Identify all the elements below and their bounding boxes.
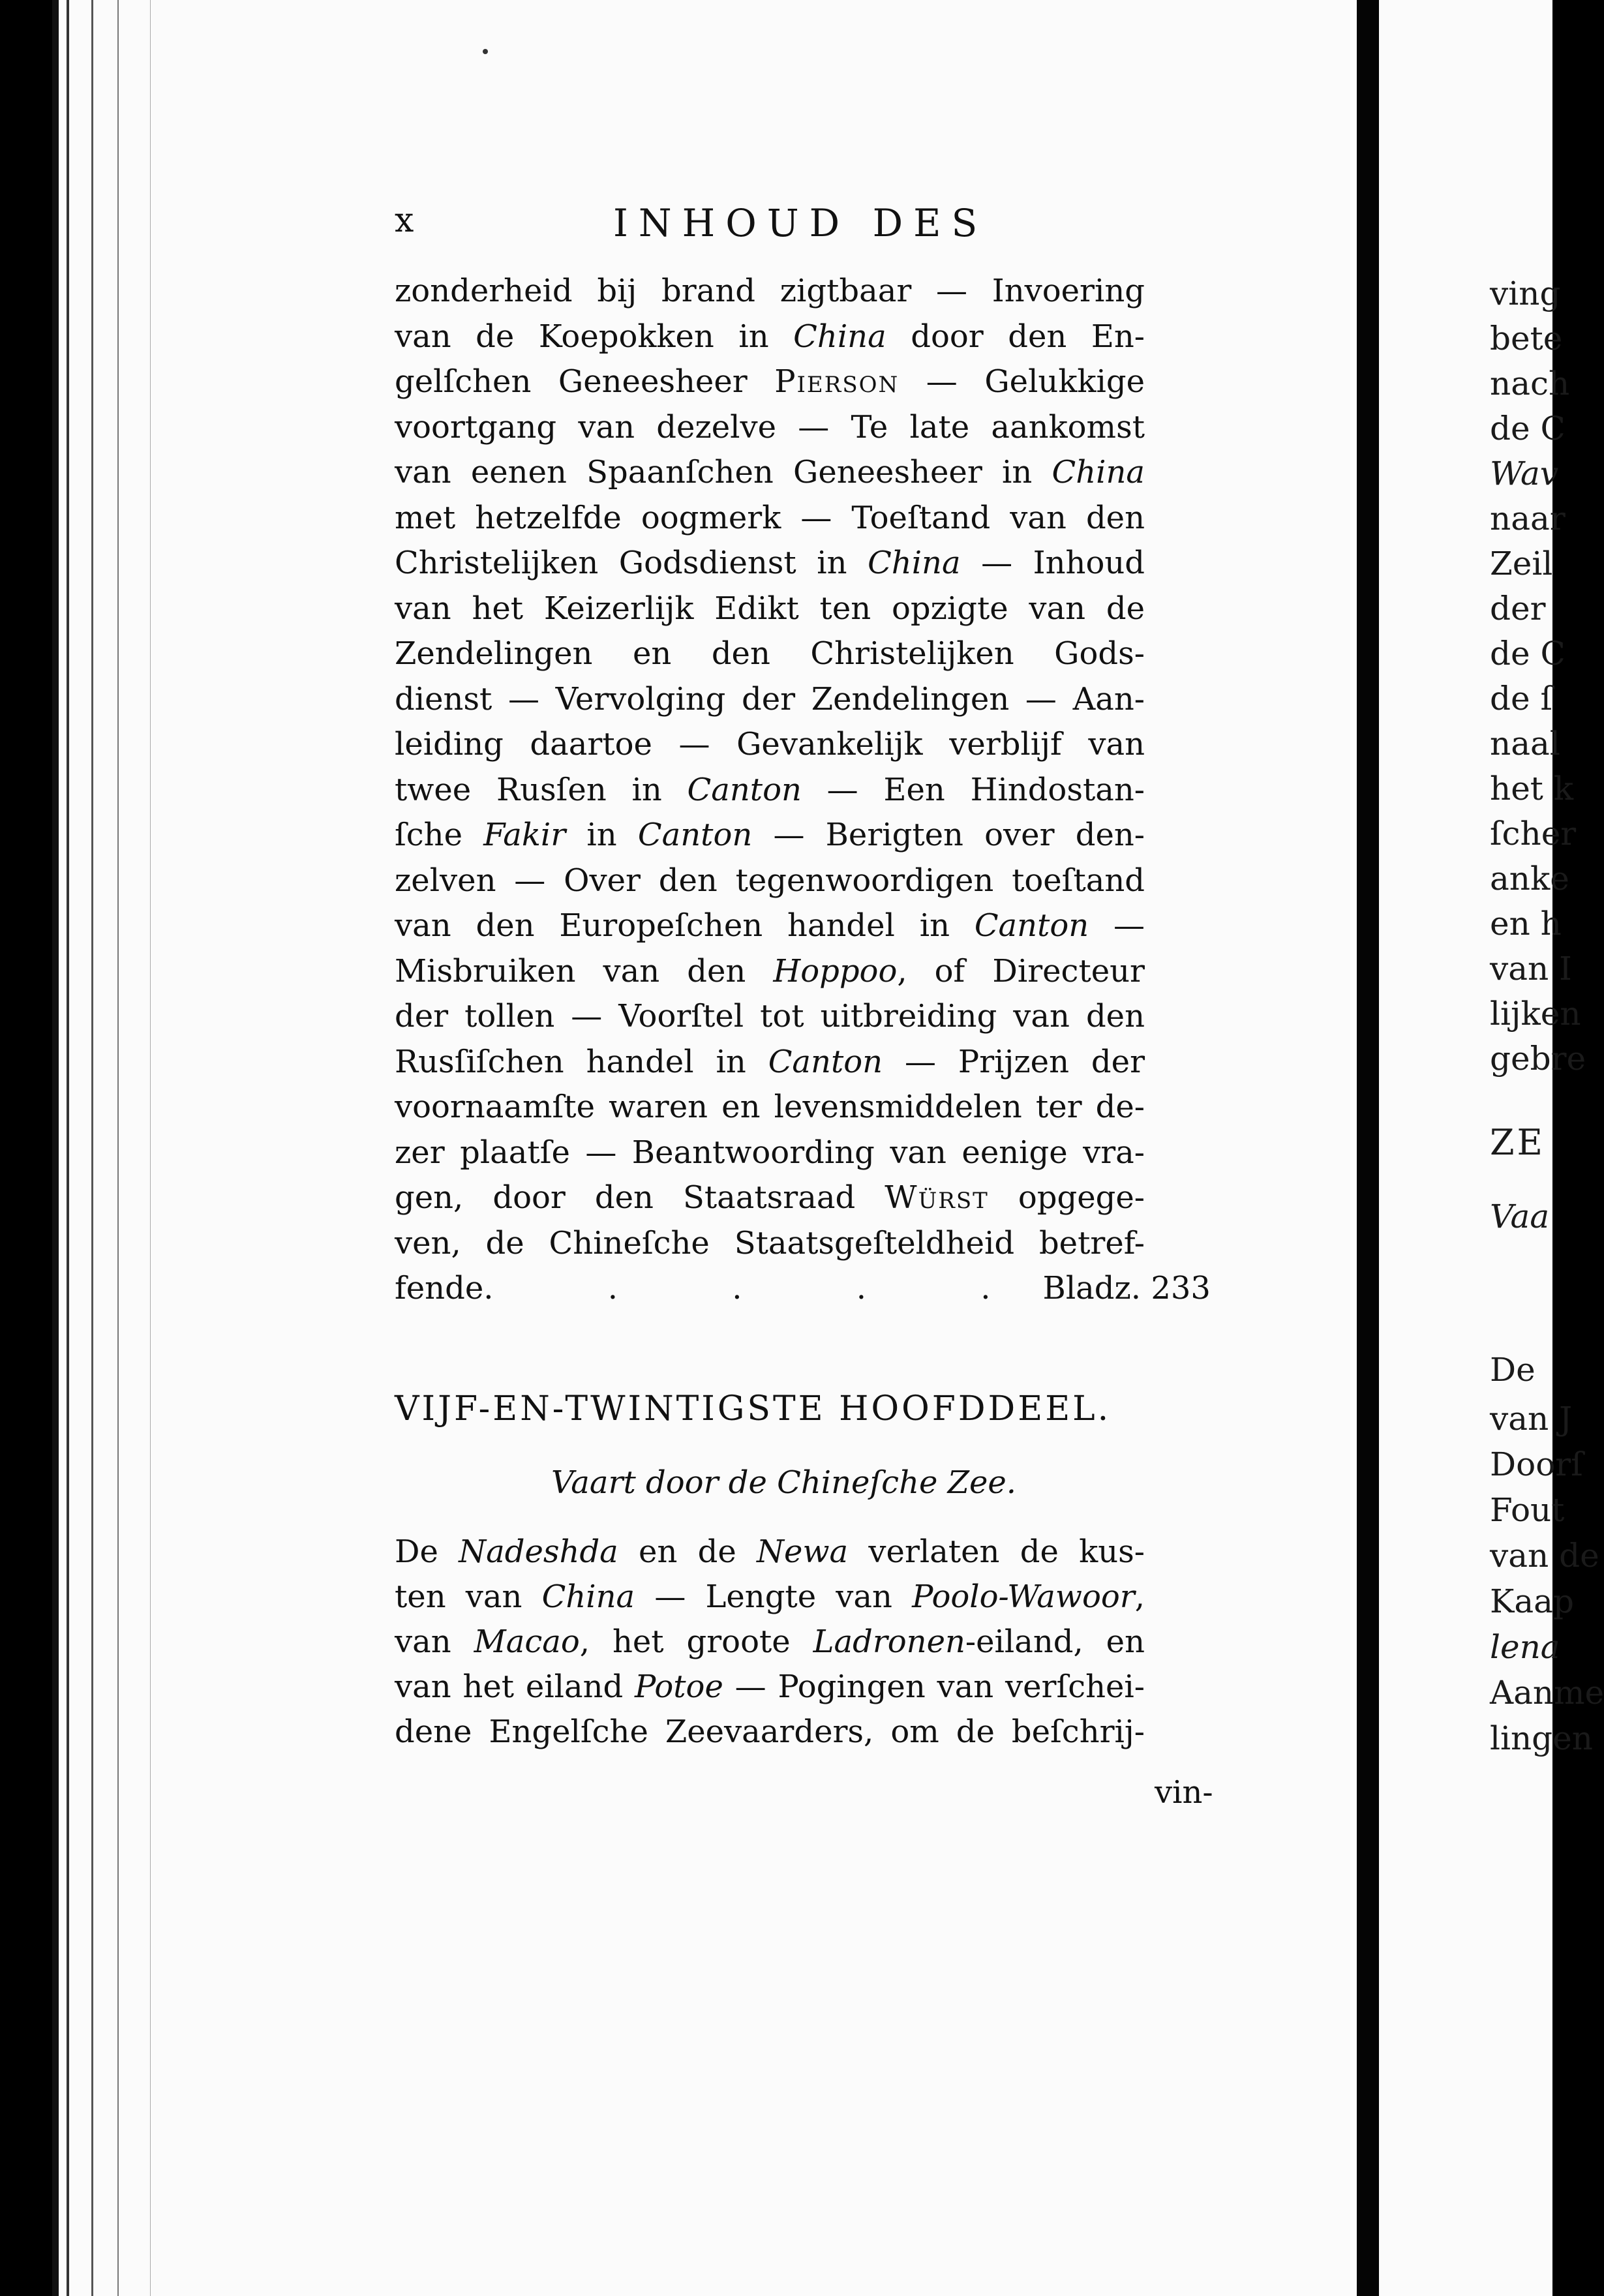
text-line: zelven — Over den tegenwoordigen toeſtand	[395, 862, 1145, 899]
text-line: voortgang van dezelve — Te late aankomst	[395, 408, 1145, 446]
right-page-line: het k	[1490, 770, 1574, 808]
small-caps-name: Pierson	[774, 363, 900, 400]
italic-term: Hoppoo	[773, 952, 898, 989]
right-page-line: lena	[1490, 1628, 1560, 1666]
text-line: van eenen Spaanſchen Geneesheer in China	[395, 454, 1145, 491]
right-page-line: van de	[1490, 1537, 1599, 1575]
italic-term: China	[1052, 454, 1145, 491]
italic-term: Potoe	[635, 1669, 723, 1705]
right-page-line: de ſ	[1490, 680, 1552, 718]
ink-speck	[483, 49, 488, 54]
text-line: ten van China — Lengte van Poolo-Wawoor,	[395, 1578, 1145, 1615]
running-head	[395, 201, 1145, 247]
page-gutter	[52, 0, 176, 2296]
text-line: van het eiland Potoe — Pogingen van verſchei-	[395, 1669, 1145, 1705]
italic-term: Canton	[637, 817, 753, 853]
contents-summary	[395, 269, 1211, 1312]
italic-term: China	[541, 1578, 635, 1615]
book-spine	[1357, 0, 1379, 2296]
italic-term: Macao	[474, 1624, 580, 1660]
italic-term: Canton	[974, 907, 1089, 944]
right-page-line: naar	[1490, 500, 1566, 537]
dot-leaders: . . . . .	[483, 1270, 1043, 1307]
text-line: voornaamſte waren en levensmiddelen ter de-	[395, 1089, 1145, 1125]
right-page-line: Wav	[1490, 455, 1559, 492]
final-word: fende	[395, 1270, 484, 1307]
right-page-line: Zeil	[1490, 545, 1553, 582]
right-page-line: ſcher	[1490, 815, 1577, 853]
text-line: der tollen — Voorſtel tot uitbreiding van den	[395, 998, 1145, 1035]
right-page-line: ZE	[1490, 1122, 1545, 1163]
italic-term: Ladronen	[813, 1624, 965, 1660]
right-page-line: bete	[1490, 320, 1563, 357]
italic-term: Canton	[768, 1043, 883, 1080]
text-line: dene Engelſche Zeevaarders, om de beſchrij-	[395, 1714, 1145, 1750]
italic-term: China	[868, 545, 961, 581]
right-page-line: van I	[1490, 950, 1572, 988]
catchword: vin-	[1155, 1774, 1213, 1811]
text-line: zer plaatſe — Beantwoording van eenige vra-	[395, 1134, 1145, 1171]
right-page	[1379, 0, 1604, 2296]
scan-edge	[0, 0, 52, 2296]
italic-term: Poolo-Wawoor	[912, 1578, 1135, 1615]
right-page-line: nach	[1490, 365, 1570, 402]
right-page-line: lingen	[1490, 1719, 1593, 1757]
right-page-line: Doorſ	[1490, 1445, 1583, 1483]
right-page-line: en h	[1490, 905, 1562, 943]
text-line: gelſchen Geneesheer Pierson — Gelukkige	[395, 363, 1145, 400]
text-line: van den Europeſchen handel in Canton —	[395, 907, 1145, 944]
chapter-summary	[395, 1530, 1145, 1755]
text-line: zonderheid bij brand zigtbaar — Invoering	[395, 273, 1145, 309]
text-line: dienst — Vervolging der Zendelingen — Aan-	[395, 680, 1145, 718]
italic-term: Nadeshda	[459, 1533, 618, 1570]
right-page-line: Kaap	[1490, 1582, 1574, 1620]
text-line: van Macao, het groote Ladronen-eiland, en	[395, 1624, 1145, 1660]
italic-term: Canton	[687, 771, 802, 808]
right-page-line: gebre	[1490, 1040, 1586, 1078]
text-line-final	[395, 1266, 1211, 1312]
text-line: van de Koepokken in China door den En-	[395, 318, 1145, 355]
text-line: Zendelingen en den Christelijken Gods-	[395, 635, 1145, 672]
right-page-line: ving	[1490, 275, 1561, 312]
text-line: van het Keizerlijk Edikt ten opzigte van de	[395, 590, 1145, 627]
italic-term: China	[793, 318, 886, 355]
right-page-line: Vaa	[1490, 1198, 1550, 1235]
right-page-line: naal	[1490, 725, 1560, 763]
text-line: gen, door den Staatsraad Würst opgege-	[395, 1179, 1145, 1216]
page-number: x	[395, 201, 414, 240]
page-reference: Bladz. 233	[1042, 1270, 1211, 1307]
text-line: twee Rusſen in Canton — Een Hindostan-	[395, 771, 1145, 808]
right-page-line: de C	[1490, 410, 1566, 447]
chapter-heading: VIJF-EN-TWINTIGSTE HOOFDDEEL.	[395, 1389, 1112, 1428]
right-page-line: van J	[1490, 1400, 1573, 1438]
right-page-line: Aanme	[1490, 1674, 1604, 1712]
text-line: met hetzelfde oogmerk — Toeſtand van den	[395, 499, 1145, 536]
right-page-line: lijken	[1490, 995, 1581, 1033]
text-line: Christelijken Godsdienst in China — Inhoud	[395, 545, 1145, 581]
text-line: Rusſiſchen handel in Canton — Prijzen der	[395, 1043, 1145, 1080]
italic-term: Newa	[757, 1533, 849, 1570]
right-page-line: De	[1490, 1351, 1536, 1389]
right-page-line: de C	[1490, 635, 1566, 672]
right-page-line: Fout	[1490, 1491, 1565, 1529]
text-line: Misbruiken van den Hoppoo, of Directeur	[395, 952, 1145, 989]
right-page-line: der	[1490, 590, 1546, 627]
text-line: ſche Fakir in Canton — Berigten over den-	[395, 817, 1145, 853]
italic-term: Fakir	[483, 817, 566, 853]
chapter-subtitle: Vaart door de Chineſche Zee.	[551, 1464, 1017, 1501]
text-line: ven, de Chineſche Staatsgeſteldheid betref-	[395, 1224, 1145, 1261]
small-caps-name: Würst	[885, 1179, 989, 1216]
running-title: INHOUD DES	[613, 201, 988, 245]
text-line: leiding daartoe — Gevankelijk verblijf van	[395, 726, 1145, 763]
text-line: De Nadeshda en de Newa verlaten de kus-	[395, 1533, 1145, 1570]
right-page-line: anke	[1490, 860, 1569, 898]
